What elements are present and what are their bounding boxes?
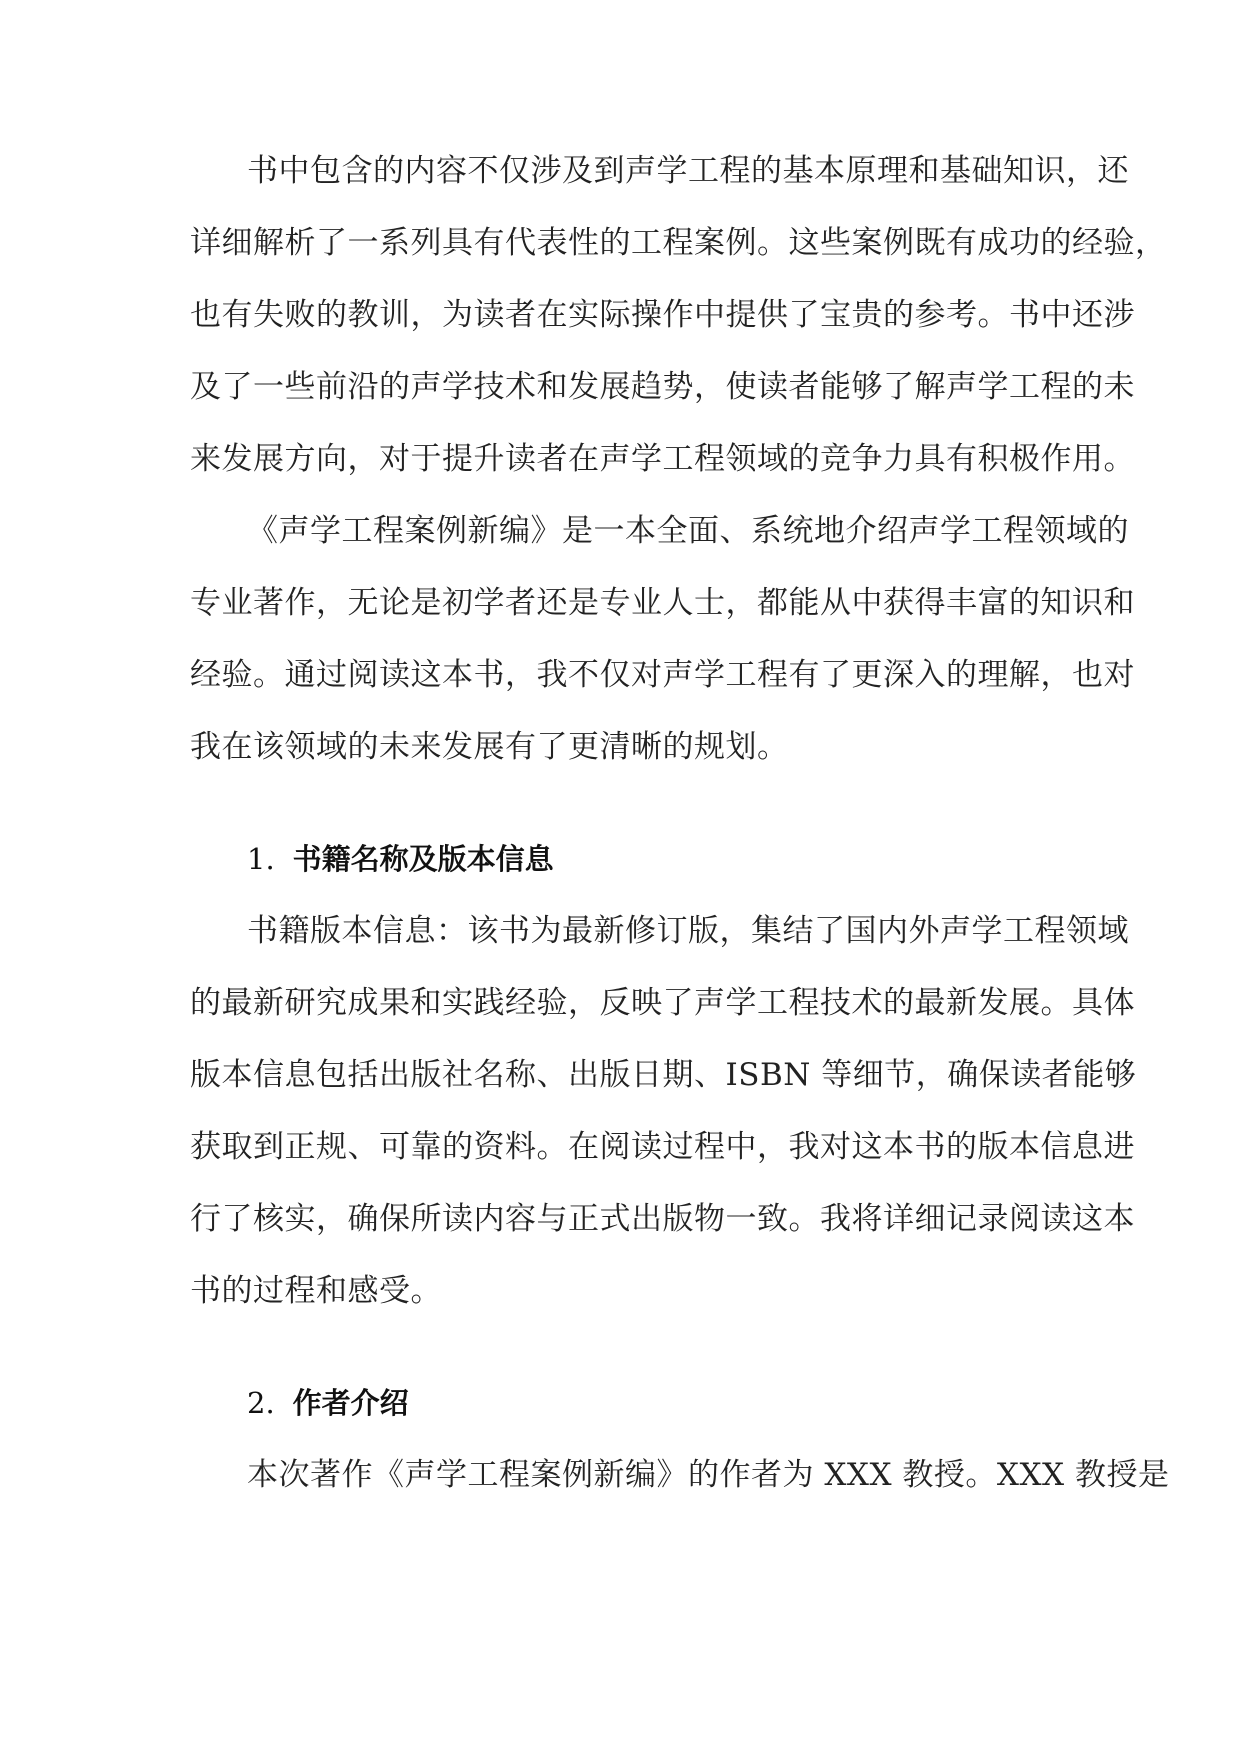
paragraph-line: 书中包含的内容不仅涉及到声学工程的基本原理和基础知识，还 — [247, 153, 1129, 189]
section-heading-1 — [247, 832, 554, 886]
section-number: 1. — [247, 842, 275, 876]
paragraph-line: 书的过程和感受。 — [190, 1273, 442, 1309]
paragraph-line: 也有失败的教训，为读者在实际操作中提供了宝贵的参考。书中还涉 — [190, 297, 1135, 333]
section-title: 作者介绍 — [292, 1386, 409, 1420]
paragraph-line: 《声学工程案例新编》是一本全面、系统地介绍声学工程领域的 — [247, 513, 1129, 549]
paragraph-line: 获取到正规、可靠的资料。在阅读过程中，我对这本书的版本信息进 — [190, 1129, 1135, 1165]
paragraph-line: 及了一些前沿的声学技术和发展趋势，使读者能够了解声学工程的未 — [190, 369, 1135, 405]
paragraph-line: 我在该领域的未来发展有了更清晰的规划。 — [190, 729, 789, 765]
paragraph-line: 经验。通过阅读这本书，我不仅对声学工程有了更深入的理解，也对 — [190, 657, 1135, 693]
paragraph-line: 来发展方向，对于提升读者在声学工程领域的竞争力具有积极作用。 — [190, 441, 1135, 477]
section-heading-2 — [247, 1376, 409, 1430]
section-title: 书籍名称及版本信息 — [292, 842, 554, 876]
paragraph-line: 行了核实，确保所读内容与正式出版物一致。我将详细记录阅读这本 — [190, 1201, 1135, 1237]
paragraph-line: 书籍版本信息：该书为最新修订版，集结了国内外声学工程领域 — [247, 913, 1129, 949]
paragraph-line: 本次著作《声学工程案例新编》的作者为 XXX 教授。XXX 教授是 — [247, 1457, 1170, 1493]
paragraph-line: 详细解析了一系列具有代表性的工程案例。这些案例既有成功的经验， — [190, 225, 1167, 261]
paragraph-line: 版本信息包括出版社名称、出版日期、ISBN 等细节，确保读者能够 — [190, 1057, 1137, 1093]
paragraph-line: 的最新研究成果和实践经验，反映了声学工程技术的最新发展。具体 — [190, 985, 1135, 1021]
section-number: 2. — [247, 1386, 275, 1420]
paragraph-line: 专业著作，无论是初学者还是专业人士，都能从中获得丰富的知识和 — [190, 585, 1135, 621]
